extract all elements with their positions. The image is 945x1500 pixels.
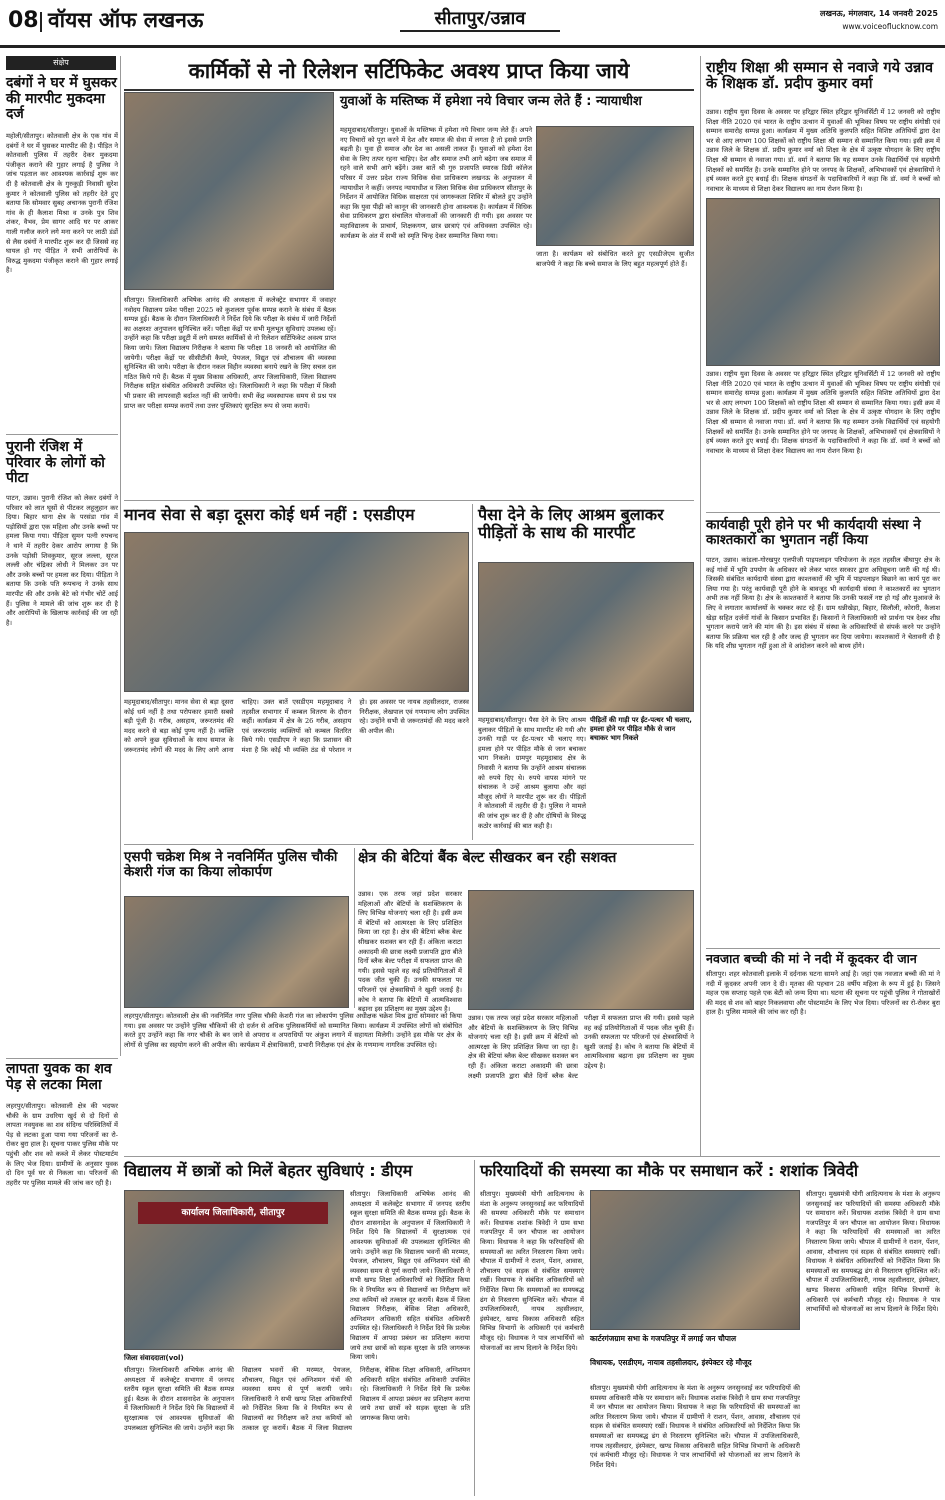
website: www.voiceoflucknow.com bbox=[842, 22, 938, 31]
complaints-headline: फरियादियों की समस्या का मौके पर समाधान करें : शशांक त्रिवेदी bbox=[480, 1161, 859, 1180]
judge-photo-caption: जाता है। कार्यक्रम को संबोधित करते हुए एसडीजेएम सुजीत बाजपेयी ने कहा कि बच्चे समाज के लिए बहुत महत्वपूर्ण होते हैं। bbox=[536, 250, 694, 268]
judge-body: महमूदाबाद/सीतापुर। युवाओं के मस्तिष्क में हमेशा नये विचार जन्म लेते हैं। अपने नए विचारों को पूरा करने में देश और समाज की सेवा में लगता है तो इससे प्रगति बढ़ती है। युवा ही समाज और देश का असली ताकत हैं। युवाओं को हमेशा देश सेवा के लिए तत्पर रहना चाहिए। देश और समाज तभी आगे बढ़ेगा जब समाज में रहने वाले सभी आगे बढ़ेंगे। उक्त बातें श्री गुरु प्रजापति स्मारक डिग्री कॉलेज परिसर में उत्तर प्रदेश राज्य विधिक सेवा प्राधिकरण लखनऊ के अनुपालन में न्यायाधीश ने कहीं। जनपद न्यायाधीश व जिला विधिक सेवा प्राधिकरण सीतापुर के निर्देशन में आयोजित विधिक साक्षरता एवं जागरूकता शिविर में बोलते हुए उन्होंने कहा कि युवा पीढ़ी को कानून की जानकारी होना आवश्यक है। कार्यक्रम में विधिक सेवा प्राधिकरण द्वारा संचालित योजनाओं की जानकारी दी गयी। इस अवसर पर महाविद्यालय के प्राचार्य, शिक्षकगण, छात्र छात्राएं एवं अधिवक्ता उपस्थित रहे। कार्यक्रम के अंत में सभी को स्मृति चिन्ह देकर सम्मानित किया गया। bbox=[340, 126, 532, 240]
complaints-body-2: सीतापुर। मुख्यमंत्री योगी आदित्यनाथ के मंशा के अनुरूप जनसुनवाई कर फरियादियों की समस्या अधिकारी मौके पर समाधान करें। विधायक शशांक त्रिवेदी ने ग्राम सभा गजपतिपुर में जन चौपाल का आयोजन किया। विधायक ने कहा कि फरियादियों की समस्याओं का त्वरित निस्तारण किया जाये। चौपाल में ग्रामीणों ने राशन, पेंशन, आवास, शौचालय एवं सड़क से संबंधित समस्याएं रखीं। विधायक ने संबंधित अधिकारियों को निर्देशित किया कि समस्याओं का समयबद्ध ढंग से निस्तारण सुनिश्चित करें। चौपाल में उपजिलाधिकारी, नायब तहसीलदार, इंस्पेक्टर, खण्ड विकास अधिकारी सहित विभिन्न विभागों के अधिकारी एवं कर्मचारी मौजूद रहे। विधायक ने पात्र लाभार्थियों को योजनाओं का लाभ दिलाने के निर्देश दिये। bbox=[806, 1190, 940, 1314]
sdm-body: महमूदाबाद/सीतापुर। मानव सेवा से बड़ा दूसरा कोई धर्म नहीं है तथा परोपकार हमारी सबसे बड़ी पूंजी है। गरीब, असहाय, जरूरतमंद की मदद करने से बड़ा कोई पुण्य नहीं है। व्यक्ति को अपने कुछ सुविधाओं के साथ समाज के जरूरतमंद लोगों की मदद के लिए आगे आना चाहिए। उक्त बातें एसडीएम महमूदाबाद ने तहसील सभागार में कम्बल वितरण के दौरान कहीं। कार्यक्रम में क्षेत्र के 26 गरीब, असहाय एवं जरूरतमंद व्यक्तियों को कम्बल वितरित किये गये। एसडीएम ने कहा कि प्रशासन की मंशा है कि कोई भी व्यक्ति ठंड से परेशान न हो। इस अवसर पर नायब तहसीलदार, राजस्व निरीक्षक, लेखपाल एवं गणमान्य लोग उपस्थित रहे। उन्होंने सभी से जरूरतमंदों की मदद करने की अपील की। bbox=[124, 698, 469, 754]
lead-headline: कार्मिकों से नो रिलेशन सर्टिफिकेट अवश्य प्राप्त किया जाये bbox=[124, 60, 694, 91]
mother-body: सीतापुर। शहर कोतवाली इलाके में दर्दनाक घटना सामने आई है। जहां एक नवजात बच्ची की मां ने नदी में कूदकर अपनी जान दे दी। मृतका की पहचान 28 वर्षीय महिला के रूप में हुई है। जिसने महज एक सप्ताह पहले एक बेटी को जन्म दिया था। घटना की सूचना पर पहुंची पुलिस ने गोताखोरों की मदद से शव को बाहर निकलवाया और पोस्टमार्टम के लिए भेज दिया। परिजनों का रो-रोकर बुरा हाल है। पुलिस मामले की जांच कर रही है। bbox=[706, 970, 940, 1017]
complaints-body-3: सीतापुर। मुख्यमंत्री योगी आदित्यनाथ के मंशा के अनुरूप जनसुनवाई कर फरियादियों की समस्या अधिकारी मौके पर समाधान करें। विधायक शशांक त्रिवेदी ने ग्राम सभा गजपतिपुर में जन चौपाल का आयोजन किया। विधायक ने कहा कि फरियादियों की समस्याओं का त्वरित निस्तारण किया जाये। चौपाल में ग्रामीणों ने राशन, पेंशन, आवास, शौचालय एवं सड़क से संबंधित समस्याएं रखीं। विधायक ने संबंधित अधिकारियों को निर्देशित किया कि समस्याओं का समयबद्ध ढंग से निस्तारण सुनिश्चित करें। चौपाल में उपजिलाधिकारी, नायब तहसीलदार, इंस्पेक्टर, खण्ड विकास अधिकारी सहित विभिन्न विभागों के अधिकारी एवं कर्मचारी मौजूद रहे। विधायक ने पात्र लाभार्थियों को योजनाओं का लाभ दिलाने के निर्देश दिये। bbox=[590, 1384, 800, 1469]
daughters-headline: क्षेत्र की बेटियां बैंक बेल्ट सीखकर बन रही सशक्त bbox=[358, 850, 617, 866]
mother-headline: नवजात बच्ची की मां ने नदी में कूदकर दी जान bbox=[706, 951, 917, 966]
sidebar-story3-headline: लापता युवक का शव पेड़ से लटका मिला bbox=[6, 1061, 112, 1093]
sdm-headline: मानव सेवा से बड़ा दूसरा कोई धर्म नहीं : एसडीएम bbox=[124, 505, 415, 524]
sidebar-label: संक्षेप bbox=[6, 56, 116, 70]
section-title: सीतापुर/उन्नाव bbox=[400, 6, 560, 32]
police-photo bbox=[124, 896, 349, 1008]
complaints-body: सीतापुर। मुख्यमंत्री योगी आदित्यनाथ के मंशा के अनुरूप जनसुनवाई कर फरियादियों की समस्या अधिकारी मौके पर समाधान करें। विधायक शशांक त्रिवेदी ने ग्राम सभा गजपतिपुर में जन चौपाल का आयोजन किया। विधायक ने कहा कि फरियादियों की समस्याओं का त्वरित निस्तारण किया जाये। चौपाल में ग्रामीणों ने राशन, पेंशन, आवास, शौचालय एवं सड़क से संबंधित समस्याएं रखीं। विधायक ने संबंधित अधिकारियों को निर्देशित किया कि समस्याओं का समयबद्ध ढंग से निस्तारण सुनिश्चित करें। चौपाल में उपजिलाधिकारी, नायब तहसीलदार, इंस्पेक्टर, खण्ड विकास अधिकारी सहित विभिन्न विभागों के अधिकारी एवं कर्मचारी मौजूद रहे। विधायक ने पात्र लाभार्थियों को योजनाओं का लाभ दिलाने के निर्देश दिये। bbox=[480, 1190, 584, 1352]
ashram-body: महमूदाबाद/सीतापुर। पैसा देने के लिए आश्रम बुलाकर पीड़ितों के साथ मारपीट की गयी और उनकी गाड़ी पर ईंट-पत्थर भी चलाए गए। हमला होने पर पीड़ित मौके से जान बचाकर भाग निकले। ग्रामपुर महमूदाबाद क्षेत्र के निवासी ने बताया कि उन्होंने आश्रम संचालक को रुपये दिए थे। रुपये वापस मांगने पर संचालक ने उन्हें आश्रम बुलाया और वहां मौजूद लोगों ने मारपीट शुरू कर दी। पीड़ितों ने कोतवाली में तहरीर दी है। पुलिस ने मामले की जांच शुरू कर दी है और दोषियों के विरुद्ध कठोर कार्रवाई की बात कही है। bbox=[478, 716, 586, 830]
masthead bbox=[0, 0, 945, 48]
farmers-body: पाटन, उन्नाव। कांडला-गोरखपुर एलपीजी पाइपलाइन परियोजना के तहत तहसील बीघापुर क्षेत्र के कई गांवों में भूमि उपयोग के अधिकार को लेकर भारत सरकार द्वारा अधिसूचना जारी की गई थी। जिसकी संबंधित कार्यदायी संस्था द्वारा काश्तकारों की भूमि में पाइपलाइन बिछाने का कार्य पूरा कर लिया गया है। परंतु कार्यवाही पूरी होने के बावजूद भी कार्यदायी संस्था ने काश्तकारों का भुगतान अभी तक नहीं किया है। क्षेत्र के काश्तकारों ने बताया कि उनकी फसलें नष्ट हो गईं और मुआवजे के लिए वे लगातार कार्यालयों के चक्कर काट रहे हैं। ग्राम धन्नीखेड़ा, बिहार, सिलौली, कोरारी, कैलाश खेड़ा सहित दर्जनों गांवों के किसान प्रभावित हैं। किसानों ने जिलाधिकारी को प्रार्थना पत्र देकर शीघ्र भुगतान कराये जाने की मांग की है। इस संबंध में संस्था के अधिकारियों से संपर्क करने पर उन्होंने बताया कि प्रक्रिया चल रही है और जल्द ही भुगतान कर दिया जायेगा। काश्तकारों ने चेतावनी दी है कि यदि शीघ्र भुगतान नहीं हुआ तो वे आंदोलन करने को बाध्य होंगे। bbox=[706, 556, 940, 651]
teacher-headline: राष्ट्रीय शिक्षा श्री सम्मान से नवाजे गये उन्नाव के शिक्षक डॉ. प्रदीप कुमार वर्मा bbox=[706, 60, 934, 93]
daughters-body: उन्नाव। एक तरफ जहां प्रदेश सरकार महिलाओं और बेटियों के सशक्तिकरण के लिए विभिन्न योजनाएं चला रही है। इसी क्रम में बेटियों को आत्मरक्षा के लिए प्रशिक्षित किया जा रहा है। क्षेत्र की बेटियां ब्लैक बेल्ट सीखकर सशक्त बन रही हैं। अंकिता कराटा अकादमी की छात्रा लक्ष्मी प्रजापति द्वारा बीते दिनों ब्लैक बेल्ट परीक्षा में सफलता प्राप्त की गयी। इससे पहले वह कई प्रतियोगिताओं में पदक जीत चुकी हैं। उनकी सफलता पर परिजनों एवं क्षेत्रवासियों ने खुशी जताई है। कोच ने बताया कि बेटियों में आत्मविश्वास बढ़ाना इस प्रशिक्षण का मुख्य उद्देश्य है। bbox=[358, 890, 462, 1014]
page-number: 08 bbox=[8, 8, 39, 33]
ashram-photo-caption: पीड़ितों की गाड़ी पर ईंट-पत्थर भी चलाए, हमला होने पर पीड़ित मौके से जान बचाकर भाग निकले bbox=[590, 716, 692, 742]
dm-body: सीतापुर। जिलाधिकारी अभिषेक आनंद की अध्यक्षता में कलेक्ट्रेट सभागार में जनपद स्तरीय स्कूल सुरक्षा समिति की बैठक सम्पन्न हुई। बैठक के दौरान शासनादेश के अनुपालन में जिलाधिकारी ने निर्देश दिये कि विद्यालयों में सुरक्षात्मक एवं आवश्यक सुविधाओं की उपलब्धता सुनिश्चित की जाये। उन्होंने कहा कि विद्यालय भवनों की मरम्मत, पेयजल, शौचालय, विद्युत एवं अग्निशमन यंत्रों की व्यवस्था समय से पूर्ण करायी जाये। जिलाधिकारी ने सभी खण्ड शिक्षा अधिकारियों को निर्देशित किया कि वे नियमित रूप से विद्यालयों का निरीक्षण करें तथा कमियों को तत्काल दूर करायें। बैठक में जिला विद्यालय निरीक्षक, बेसिक शिक्षा अधिकारी, अग्निशमन अधिकारी सहित संबंधित अधिकारी उपस्थित रहे। जिलाधिकारी ने निर्देश दिये कि प्रत्येक विद्यालय में आपदा प्रबंधन का प्रशिक्षण कराया जाये तथा छात्रों को सड़क सुरक्षा के प्रति जागरूक किया जाये। bbox=[350, 1190, 470, 1362]
complaints-photo bbox=[590, 1190, 800, 1330]
judge-photo bbox=[536, 126, 694, 246]
teacher-body-2: उन्नाव। राष्ट्रीय युवा दिवस के अवसर पर हरिद्वार स्थित हरिद्वार यूनिवर्सिटी में 12 जनवरी को राष्ट्रीय शिक्षा नीति 2020 एवं भारत के राष्ट्रीय उत्थान में युवाओं की भूमिका विषय पर राष्ट्रीय संगोष्ठी एवं सम्मान समारोह सम्पन्न हुआ। कार्यक्रम में मुख्य अतिथि कुलपति सहित विशिष्ट अतिथियों द्वारा देश भर से आए लगभग 100 शिक्षकों को राष्ट्रीय शिक्षा श्री सम्मान से सम्मानित किया गया। इसी क्रम में उन्नाव जिले के शिक्षक डॉ. प्रदीप कुमार वर्मा को शिक्षा के क्षेत्र में उत्कृष्ट योगदान के लिए राष्ट्रीय शिक्षा श्री सम्मान से नवाजा गया। डॉ. वर्मा ने बताया कि यह सम्मान उनके विद्यार्थियों एवं सहयोगी शिक्षकों को समर्पित है। उनके सम्मानित होने पर जनपद के शिक्षकों, अभिभावकों एवं क्षेत्रवासियों ने हर्ष व्यक्त करते हुए बधाई दी। शिक्षक संगठनों के पदाधिकारियों ने कहा कि डॉ. वर्मा ने बच्चों को नवाचार के माध्यम से शिक्षा देकर विद्यालय का नाम रोशन किया है। bbox=[706, 370, 940, 455]
dm-headline: विद्यालय में छात्रों को मिलें बेहतर सुविधाएं : डीएम bbox=[124, 1161, 413, 1180]
dm-photo-sign: कार्यालय जिलाधिकारी, सीतापुर bbox=[138, 1202, 328, 1224]
sidebar-story3-body: लहरपुर/सीतापुर। कोतवाली क्षेत्र की भदफर चौकी के ग्राम उधरिया खुर्द से दो दिनों से लापता नवयुवक का शव संदिग्ध परिस्थितियों में पेड़ से लटका हुआ पाया गया परिजनों का रो-रोकर बुरा हाल है। सूचना पाकर पुलिस मौके पर पहुंची और शव को कब्जे में लेकर पोस्टमार्टम के लिए भेज दिया। ग्रामीणों के अनुसार युवक दो दिन पूर्व घर से निकला था। परिजनों की तहरीर पर पुलिस मामले की जांच कर रही है। bbox=[6, 1102, 118, 1187]
daughters-photo bbox=[468, 890, 694, 1010]
lead-body: सीतापुर। जिलाधिकारी अभिषेक आनंद की अध्यक्षता में कलेक्ट्रेट सभागार में जवाहर नवोदय विद्यालय प्रवेश परीक्षा 2025 को कुशलता पूर्वक सम्पन्न कराने के संबंध में बैठक सम्पन्न हुई। बैठक के दौरान जिलाधिकारी ने निर्देश दिये कि परीक्षा के संबंध में जारी निर्देशों का अक्षरशः अनुपालन सुनिश्चित करें। परीक्षा केंद्रों पर सभी मूलभूत सुविधाएं उपलब्ध रहें। उन्होंने कहा कि परीक्षा ड्यूटी में लगे समस्त कार्मिकों से नो रिलेशन सर्टिफिकेट अवश्य प्राप्त किया जाये। जिला विद्यालय निरीक्षक ने बताया कि परीक्षा 18 जनवरी को आयोजित की जायेगी। परीक्षा केंद्रों पर सीसीटीवी कैमरे, पेयजल, विद्युत एवं शौचालय की व्यवस्था सुनिश्चित की जाये। परीक्षा के दौरान नकल विहीन व्यवस्था बनाये रखने के लिए सचल दल गठित किये गये हैं। बैठक में मुख्य विकास अधिकारी, अपर जिलाधिकारी, जिला विद्यालय निरीक्षक सहित संबंधित अधिकारी उपस्थित रहे। जिलाधिकारी ने कहा कि परीक्षा में किसी भी प्रकार की लापरवाही बर्दाश्त नहीं की जायेगी। सभी केंद्र व्यवस्थापक समय से प्रश्न पत्र प्राप्त कर परीक्षा सम्पन्न करायें तथा उत्तर पुस्तिकाएं सुरक्षित रूप से जमा करायें। bbox=[124, 296, 336, 410]
complaints-photo-caption2: विधायक, एसडीएम, नायाब तहसीलदार, इंस्पेक्टर रहे मौजूद bbox=[590, 1358, 752, 1367]
ashram-headline: पैसा देने के लिए आश्रम बुलाकर पीड़ितों के साथ की मारपीट bbox=[478, 505, 664, 542]
sdm-photo bbox=[124, 532, 469, 692]
paper-name: वॉयस ऑफ लखनऊ bbox=[48, 8, 204, 32]
farmers-headline: कार्यवाही पूरी होने पर भी कार्यदायी संस्था ने काश्तकारों का भुगतान नहीं किया bbox=[706, 517, 921, 549]
judge-headline: युवाओं के मस्तिष्क में हमेशा नये विचार जन्म लेते हैं : न्यायाधीश bbox=[340, 94, 642, 109]
sidebar-story1-body: महोली/सीतापुर। कोतवाली क्षेत्र के एक गांव में दबंगों ने घर में घुसकर मारपीट की है। पीड़ित ने कोतवाली पुलिस में तहरीर देकर मुकदमा पंजीकृत कराने की गुहार लगाई है पुलिस ने जांच पड़ताल कर आवश्यक कार्रवाई शुरू कर दी है कोतवाली क्षेत्र के गुरुकुड़ी निवासी सुरेश कुमार ने कोतवाली पुलिस को तहरीर देते हुए बताया कि सोमवार सुबह अचानक पुरानी रंजिश गांव के ही कैलाश मिश्रा व उनके पुत्र शिव शंकर, वैभव, प्रेम सागर आदि घर पर आकर गाली गलौज करने लगे मना करने पर लाठी डंडों से लैस दबंगों ने मारपीट शुरू कर दी जिससे वह घायल हो गए पीड़ित ने सभी आरोपियों के विरुद्ध मुकदमा पंजीकृत कराने की गुहार लगाई है। bbox=[6, 132, 118, 275]
dm-body-2: सीतापुर। जिलाधिकारी अभिषेक आनंद की अध्यक्षता में कलेक्ट्रेट सभागार में जनपद स्तरीय स्कूल सुरक्षा समिति की बैठक सम्पन्न हुई। बैठक के दौरान शासनादेश के अनुपालन में जिलाधिकारी ने निर्देश दिये कि विद्यालयों में सुरक्षात्मक एवं आवश्यक सुविधाओं की उपलब्धता सुनिश्चित की जाये। उन्होंने कहा कि विद्यालय भवनों की मरम्मत, पेयजल, शौचालय, विद्युत एवं अग्निशमन यंत्रों की व्यवस्था समय से पूर्ण करायी जाये। जिलाधिकारी ने सभी खण्ड शिक्षा अधिकारियों को निर्देशित किया कि वे नियमित रूप से विद्यालयों का निरीक्षण करें तथा कमियों को तत्काल दूर करायें। बैठक में जिला विद्यालय निरीक्षक, बेसिक शिक्षा अधिकारी, अग्निशमन अधिकारी सहित संबंधित अधिकारी उपस्थित रहे। जिलाधिकारी ने निर्देश दिये कि प्रत्येक विद्यालय में आपदा प्रबंधन का प्रशिक्षण कराया जाये तथा छात्रों को सड़क सुरक्षा के प्रति जागरूक किया जाये। bbox=[124, 1366, 470, 1432]
sidebar-story2-body: पाटन, उन्नाव। पुरानी रंजिश को लेकर दबंगों ने परिवार को लात घूसों से पीटकर लहूलुहान कर दिया। बिहार थाना क्षेत्र के परसंडा गांव में पड़ोसियों द्वारा एक महिला और उनके बच्चों पर हमला किया गया। पीड़िता सुमन पत्नी रुपचन्द ने थाने में तहरीर देकर आरोप लगाया है कि उनके पड़ोसी शिवकुमार, सूरज लल्ला, सूरज लल्ली और चंद्रिका लोधी ने मिलकर उन पर और उनके बच्चों पर हमला कर दिया। पीड़िता ने बताया कि उनके पति रूपचन्द ने उनके साथ मारपीट की और उनके बेटे को गंभीर चोटें आई हैं। पुलिस ने मामले की जांच शुरू कर दी है और आरोपियों के खिलाफ कार्रवाई की जा रही है। bbox=[6, 494, 118, 627]
meeting-photo bbox=[124, 92, 334, 290]
daughters-body-2: उन्नाव। एक तरफ जहां प्रदेश सरकार महिलाओं और बेटियों के सशक्तिकरण के लिए विभिन्न योजनाएं चला रही है। इसी क्रम में बेटियों को आत्मरक्षा के लिए प्रशिक्षित किया जा रहा है। क्षेत्र की बेटियां ब्लैक बेल्ट सीखकर सशक्त बन रही हैं। अंकिता कराटा अकादमी की छात्रा लक्ष्मी प्रजापति द्वारा बीते दिनों ब्लैक बेल्ट परीक्षा में सफलता प्राप्त की गयी। इससे पहले वह कई प्रतियोगिताओं में पदक जीत चुकी हैं। उनकी सफलता पर परिजनों एवं क्षेत्रवासियों ने खुशी जताई है। कोच ने बताया कि बेटियों में आत्मविश्वास बढ़ाना इस प्रशिक्षण का मुख्य उद्देश्य है। bbox=[468, 1014, 694, 1080]
police-headline: एसपी चक्रेश मिश्र ने नवनिर्मित पुलिस चौकी केशरी गंज का किया लोकार्पण bbox=[124, 849, 338, 881]
complaints-photo-caption: कार्टरगंजग्राम सभा के गजपतिपुर में लगाई जन चौपाल bbox=[590, 1334, 737, 1343]
sidebar-story1-headline: दबंगों ने घर में घुसकर की मारपीट मुकदमा दर्ज bbox=[6, 75, 117, 123]
date-line: लखनऊ, मंगलवार, 14 जनवरी 2025 bbox=[820, 9, 938, 18]
dm-credit: जिला संवाददाता(vol) bbox=[124, 1354, 184, 1362]
sidebar-story2-headline: पुरानी रंजिश में परिवार के लोगों को पीटा bbox=[6, 439, 105, 487]
teacher-photo bbox=[706, 198, 940, 366]
teacher-body: उन्नाव। राष्ट्रीय युवा दिवस के अवसर पर हरिद्वार स्थित हरिद्वार यूनिवर्सिटी में 12 जनवरी को राष्ट्रीय शिक्षा नीति 2020 एवं भारत के राष्ट्रीय उत्थान में युवाओं की भूमिका विषय पर राष्ट्रीय संगोष्ठी एवं सम्मान समारोह सम्पन्न हुआ। कार्यक्रम में मुख्य अतिथि कुलपति सहित विशिष्ट अतिथियों द्वारा देश भर से आए लगभग 100 शिक्षकों को राष्ट्रीय शिक्षा श्री सम्मान से सम्मानित किया गया। इसी क्रम में उन्नाव जिले के शिक्षक डॉ. प्रदीप कुमार वर्मा को शिक्षा के क्षेत्र में उत्कृष्ट योगदान के लिए राष्ट्रीय शिक्षा श्री सम्मान से नवाजा गया। डॉ. वर्मा ने बताया कि यह सम्मान उनके विद्यार्थियों एवं सहयोगी शिक्षकों को समर्पित है। उनके सम्मानित होने पर जनपद के शिक्षकों, अभिभावकों एवं क्षेत्रवासियों ने हर्ष व्यक्त करते हुए बधाई दी। शिक्षक संगठनों के पदाधिकारियों ने कहा कि डॉ. वर्मा ने बच्चों को नवाचार के माध्यम से शिक्षा देकर विद्यालय का नाम रोशन किया है। bbox=[706, 108, 940, 193]
police-body: लहरपुर/सीतापुर। कोतवाली क्षेत्र की नवनिर्मित नगर पुलिस चौकी केशरी गंज का लोकार्पण पुलिस अधीक्षक चक्रेश मिश्र द्वारा सोमवार को किया गया। इस अवसर पर उन्होंने पुलिस चौकियों की दो दर्जन से अधिक पुलिसकर्मियों को सम्मानित किया। कार्यक्रम में उपस्थित लोगों को संबोधित करते हुए उन्होंने कहा कि नगर चौकी के बन जाने से अपराध व अपराधियों पर अंकुश लगाने में सहायता मिलेगी। उन्होंने इस मौके पर क्षेत्र के लोगों से पुलिस का सहयोग करने की अपील की। कार्यक्रम में क्षेत्राधिकारी, प्रभारी निरीक्षक एवं क्षेत्र के गणमान्य नागरिक उपस्थित रहे। bbox=[124, 1012, 462, 1049]
ashram-photo bbox=[478, 562, 694, 712]
